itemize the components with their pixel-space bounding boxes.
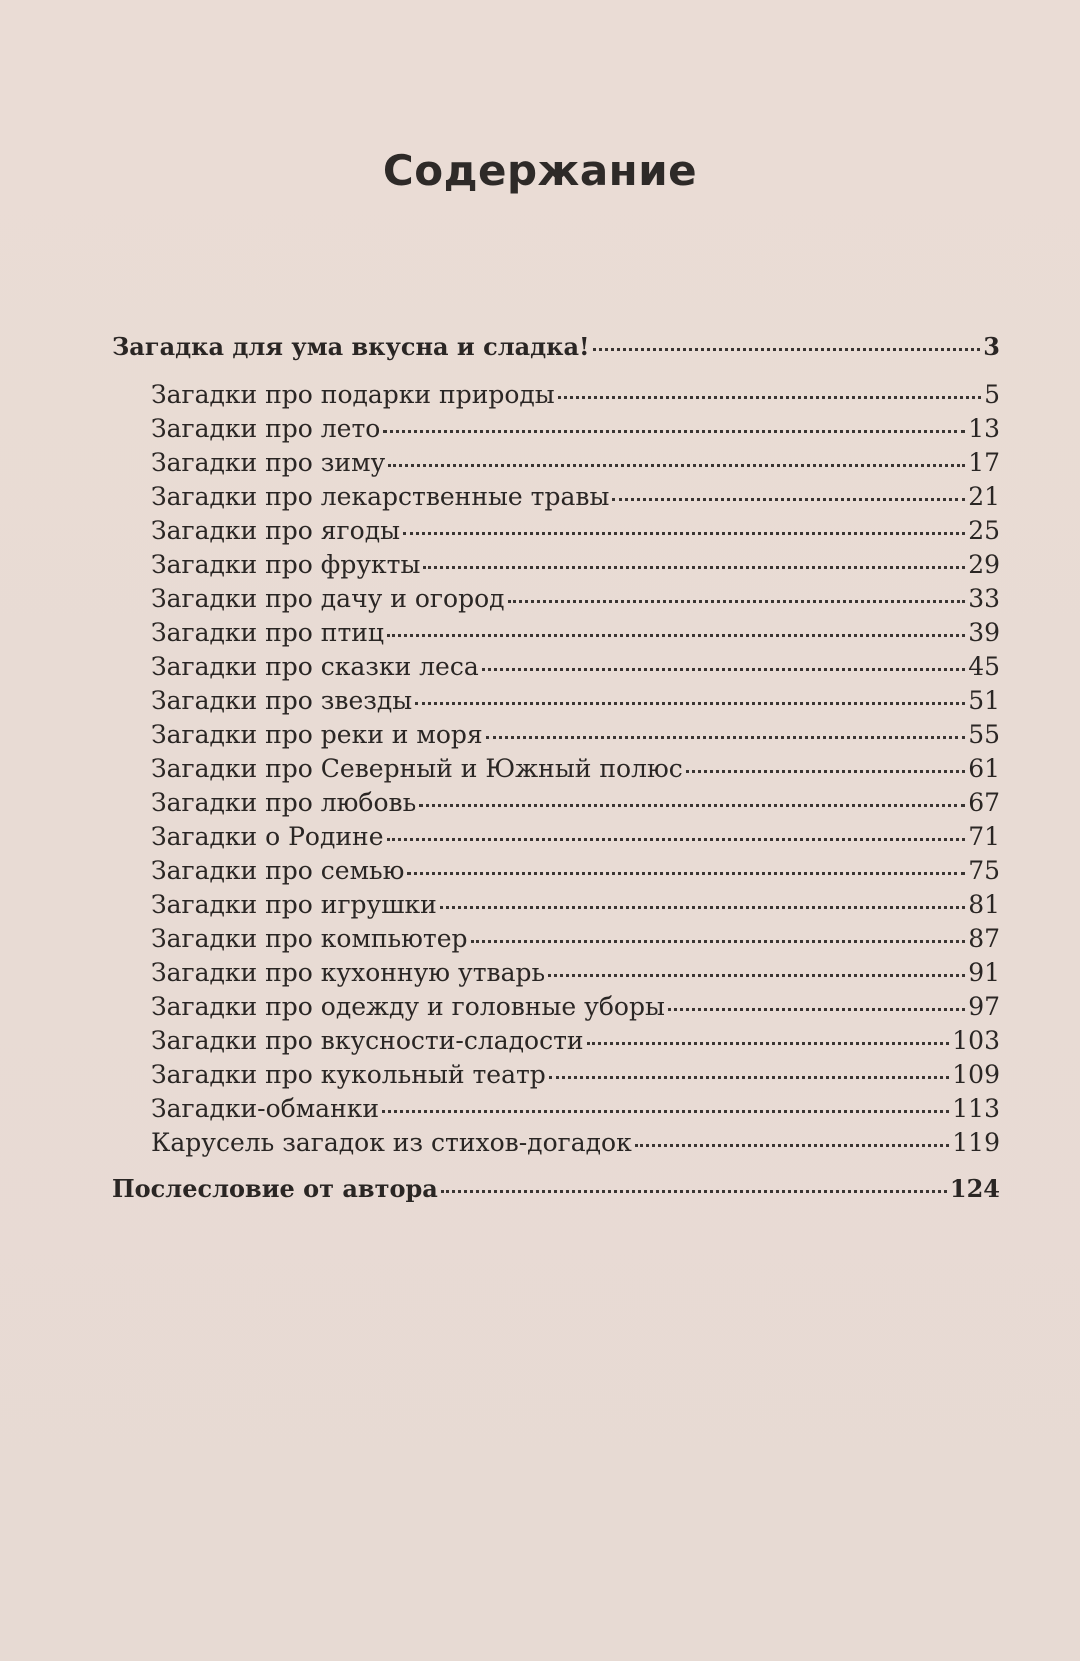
toc-entry-page: 103 <box>952 1026 1000 1055</box>
toc-entry-label: Загадки про лето <box>151 414 381 443</box>
toc-entry[interactable] <box>112 1092 1000 1126</box>
toc-entry[interactable] <box>112 378 1000 412</box>
toc-entry-label: Карусель загадок из стихов-догадок <box>151 1128 632 1157</box>
toc-entry[interactable] <box>112 514 1000 548</box>
dot-leader <box>482 668 965 671</box>
toc-entry-page: 33 <box>968 584 1000 613</box>
toc-entry-label: Загадки про подарки природы <box>151 380 555 409</box>
dot-leader <box>593 348 981 351</box>
toc-entry-intro[interactable] <box>112 330 1000 364</box>
toc-entry-page: 5 <box>984 380 1000 409</box>
toc-entry-label: Загадки про птиц <box>151 618 385 647</box>
toc-subsection-list <box>112 378 1000 1160</box>
toc-entry-label: Загадки про ягоды <box>151 516 400 545</box>
toc-entry[interactable] <box>112 786 1000 820</box>
toc-entry-label: Послесловие от автора <box>112 1174 438 1203</box>
toc-entry[interactable] <box>112 548 1000 582</box>
dot-leader <box>558 396 981 399</box>
toc-entry[interactable] <box>112 582 1000 616</box>
table-of-contents <box>112 330 1000 1206</box>
toc-entry[interactable] <box>112 990 1000 1024</box>
dot-leader <box>548 974 965 977</box>
toc-entry-page: 13 <box>968 414 1000 443</box>
toc-entry-page: 97 <box>968 992 1000 1021</box>
toc-entry-page: 45 <box>968 652 1000 681</box>
dot-leader <box>387 838 966 841</box>
dot-leader <box>423 566 965 569</box>
toc-entry[interactable] <box>112 684 1000 718</box>
toc-entry-page: 109 <box>952 1060 1000 1089</box>
toc-entry[interactable] <box>112 1024 1000 1058</box>
toc-entry-label: Загадки про игрушки <box>151 890 437 919</box>
dot-leader <box>635 1144 950 1147</box>
toc-entry-label: Загадки про зиму <box>151 448 386 477</box>
toc-entry-label: Загадки про компьютер <box>151 924 468 953</box>
dot-leader <box>387 634 965 637</box>
toc-entry[interactable] <box>112 854 1000 888</box>
toc-entry[interactable] <box>112 412 1000 446</box>
dot-leader <box>508 600 966 603</box>
toc-entry-label: Загадки про лекарственные травы <box>151 482 610 511</box>
toc-entry-page: 61 <box>968 754 1000 783</box>
dot-leader <box>441 1190 947 1193</box>
toc-entry-label: Загадки про кукольный театр <box>151 1060 546 1089</box>
dot-leader <box>407 872 965 875</box>
toc-entry[interactable] <box>112 616 1000 650</box>
toc-entry-label: Загадки про кухонную утварь <box>151 958 546 987</box>
toc-entry-page: 81 <box>968 890 1000 919</box>
toc-entry-page: 17 <box>968 448 1000 477</box>
toc-entry-label: Загадки о Родине <box>151 822 384 851</box>
toc-entry-page: 25 <box>968 516 1000 545</box>
toc-entry[interactable] <box>112 922 1000 956</box>
toc-entry-label: Загадки про дачу и огород <box>151 584 505 613</box>
dot-leader <box>668 1008 965 1011</box>
toc-entry-page: 124 <box>949 1174 1000 1203</box>
toc-entry-label: Загадки про вкусности-сладости <box>151 1026 584 1055</box>
dot-leader <box>388 464 965 467</box>
toc-entry-label: Загадка для ума вкусна и сладка! <box>112 332 590 361</box>
toc-entry-page: 3 <box>983 332 1000 361</box>
page-title: Содержание <box>382 146 698 195</box>
dot-leader <box>440 906 965 909</box>
toc-entry-page: 55 <box>968 720 1000 749</box>
toc-entry[interactable] <box>112 650 1000 684</box>
dot-leader <box>549 1076 949 1079</box>
toc-entry-page: 67 <box>968 788 1000 817</box>
toc-entry-page: 29 <box>968 550 1000 579</box>
toc-entry[interactable] <box>112 888 1000 922</box>
toc-entry-page: 39 <box>968 618 1000 647</box>
toc-entry-label: Загадки про Северный и Южный полюс <box>151 754 683 783</box>
toc-entry-page: 71 <box>968 822 1000 851</box>
dot-leader <box>415 702 965 705</box>
toc-entry-page: 91 <box>968 958 1000 987</box>
dot-leader <box>382 1110 949 1113</box>
toc-entry-label: Загадки про звезды <box>151 686 413 715</box>
toc-entry-label: Загадки про семью <box>151 856 405 885</box>
toc-entry[interactable] <box>112 752 1000 786</box>
toc-entry-label: Загадки про любовь <box>151 788 417 817</box>
toc-entry-label: Загадки про реки и моря <box>151 720 483 749</box>
toc-entry-page: 119 <box>952 1128 1000 1157</box>
toc-entry[interactable] <box>112 480 1000 514</box>
dot-leader <box>612 498 965 501</box>
toc-entry-label: Загадки про одежду и головные уборы <box>151 992 665 1021</box>
toc-entry-page: 21 <box>968 482 1000 511</box>
toc-entry[interactable] <box>112 1058 1000 1092</box>
toc-entry-page: 113 <box>952 1094 1000 1123</box>
dot-leader <box>686 770 965 773</box>
toc-entry-page: 87 <box>968 924 1000 953</box>
dot-leader <box>419 804 965 807</box>
dot-leader <box>383 430 965 433</box>
dot-leader <box>486 736 965 739</box>
toc-entry-label: Загадки-обманки <box>151 1094 380 1123</box>
toc-entry-label: Загадки про фрукты <box>151 550 421 579</box>
toc-entry-label: Загадки про сказки леса <box>151 652 479 681</box>
dot-leader <box>587 1042 950 1045</box>
toc-entry[interactable] <box>112 820 1000 854</box>
toc-entry[interactable] <box>112 956 1000 990</box>
dot-leader <box>471 940 966 943</box>
dot-leader <box>403 532 965 535</box>
toc-entry[interactable] <box>112 446 1000 480</box>
toc-entry-afterword[interactable] <box>112 1172 1000 1206</box>
toc-entry-page: 75 <box>968 856 1000 885</box>
toc-entry-page: 51 <box>968 686 1000 715</box>
toc-entry[interactable] <box>112 1126 1000 1160</box>
toc-entry[interactable] <box>112 718 1000 752</box>
